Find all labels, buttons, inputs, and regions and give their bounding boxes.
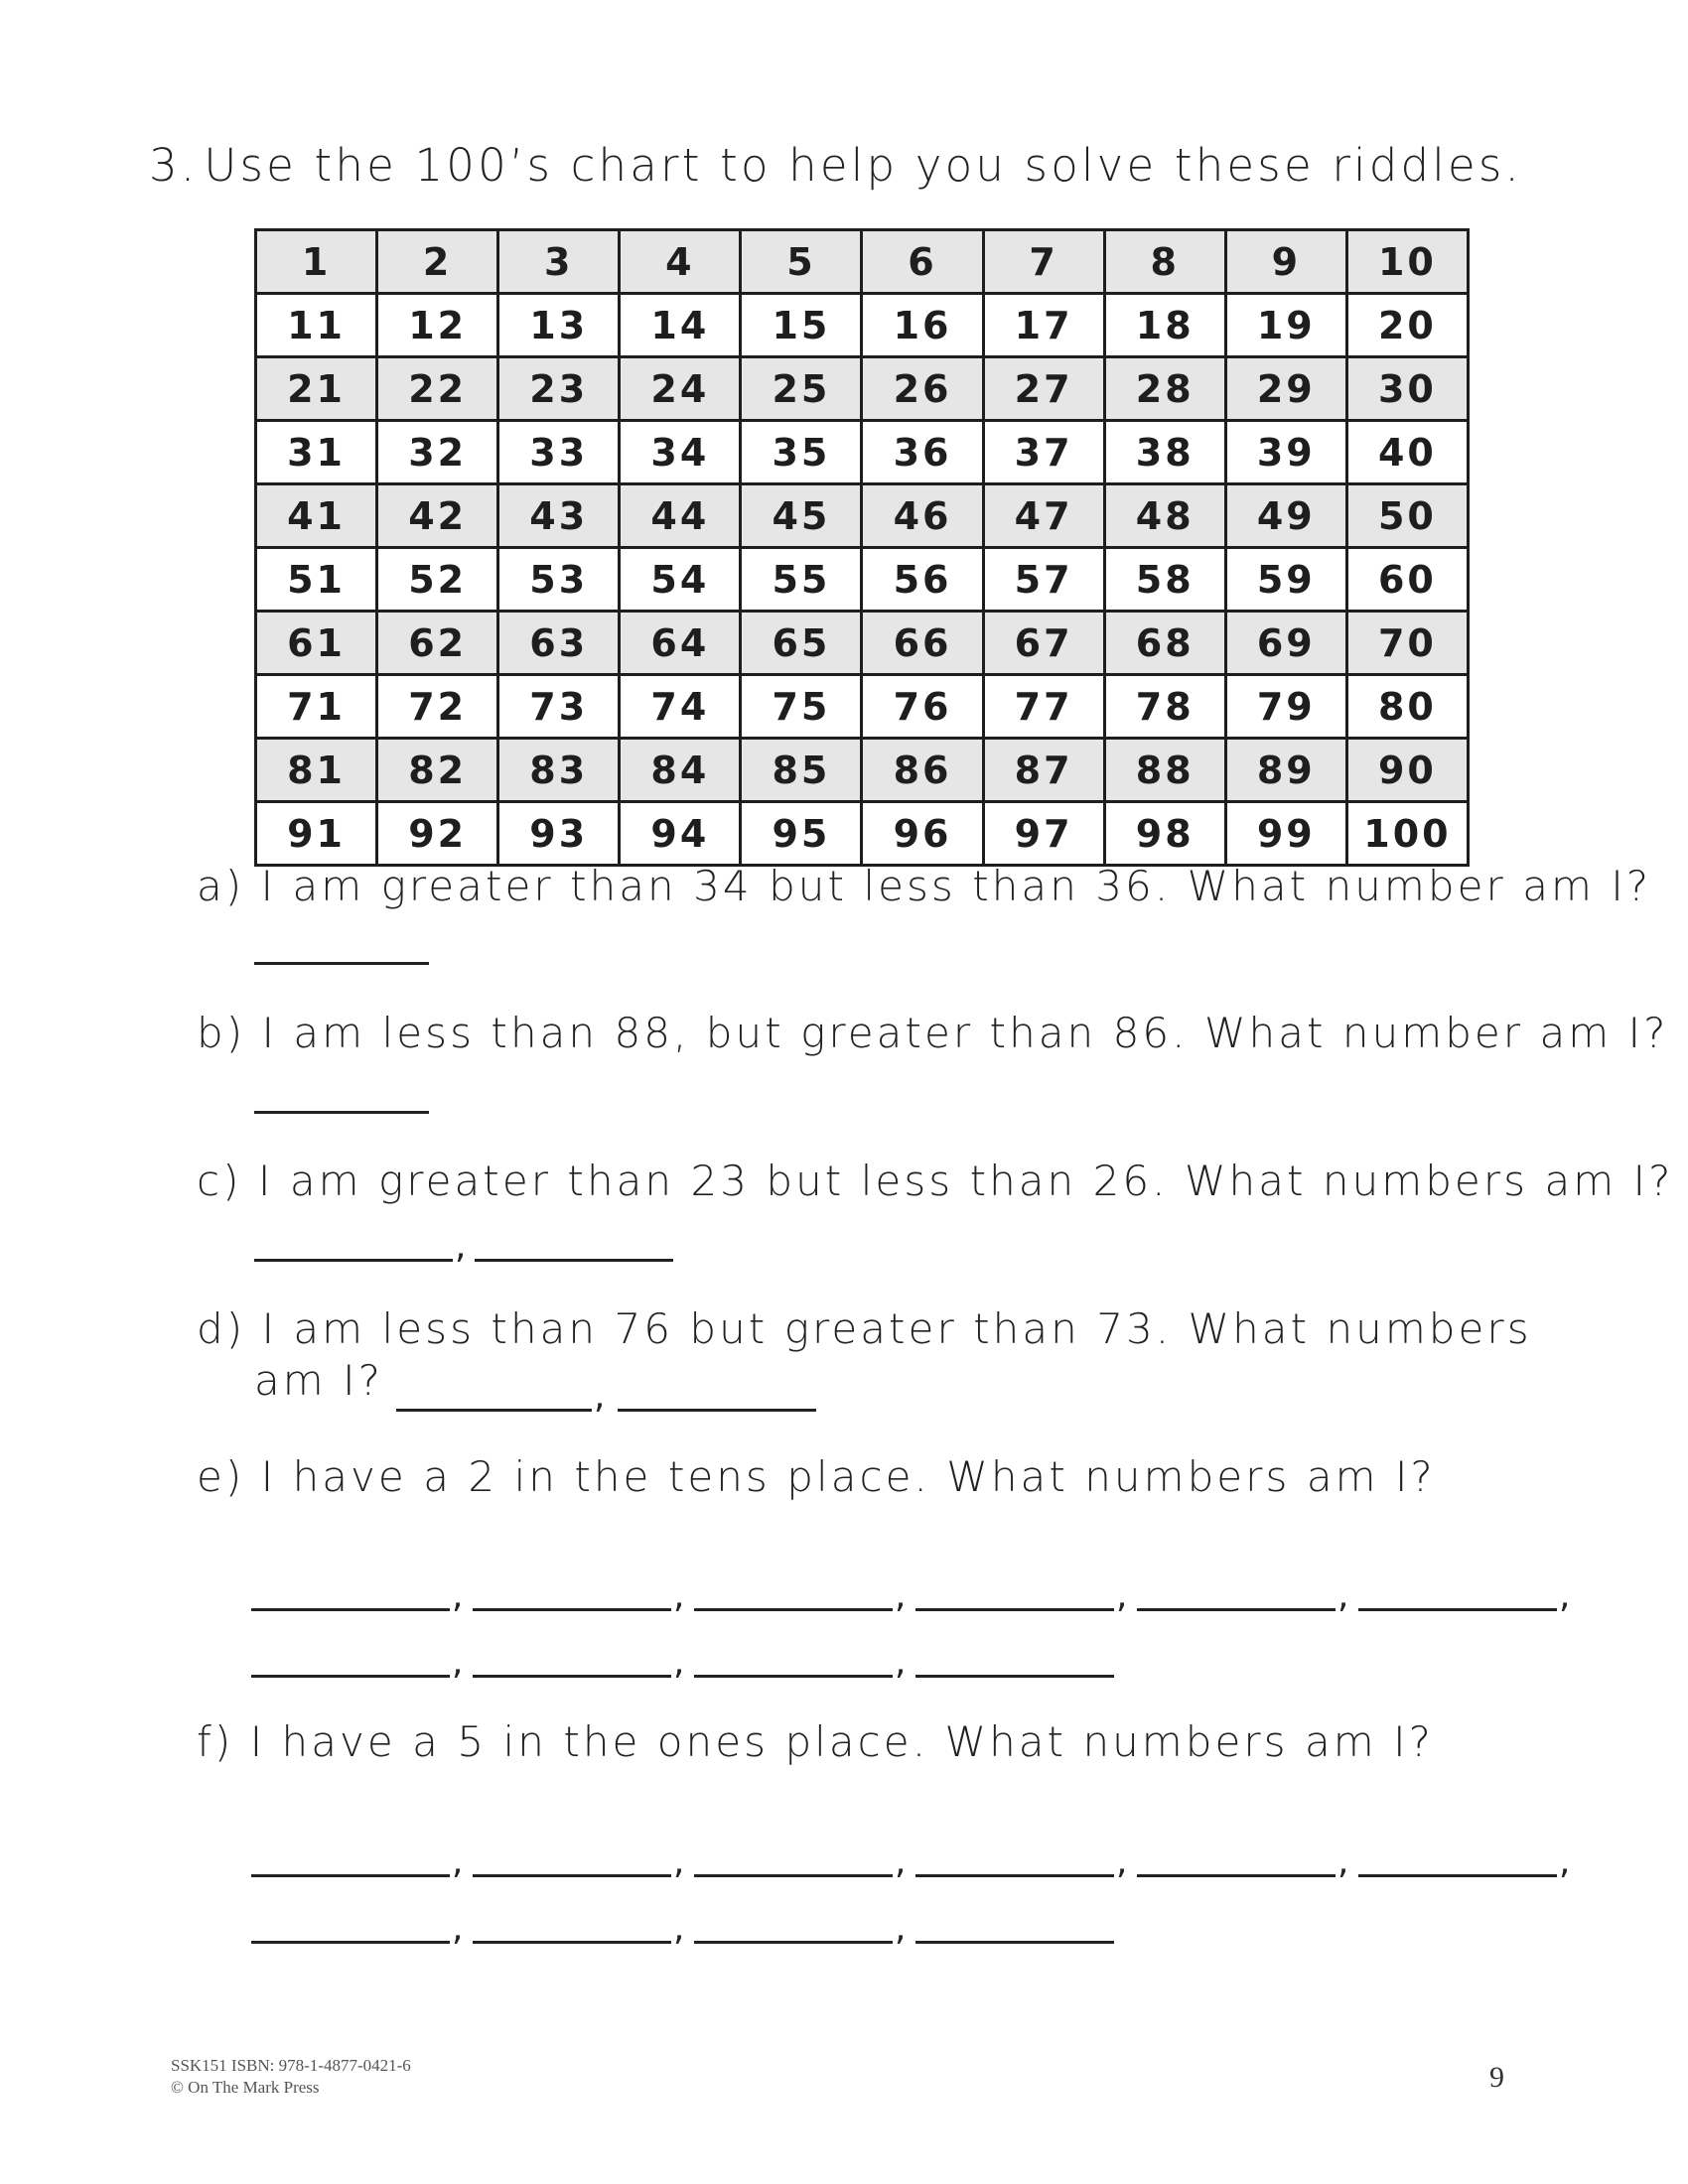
chart-cell: 25 [741,357,862,421]
chart-cell: 96 [862,802,983,866]
answer-blank[interactable] [251,1675,450,1678]
riddle-b [197,1009,1668,1057]
chart-row [256,612,1469,675]
chart-cell: 89 [1225,739,1346,802]
chart-cell: 40 [1346,421,1468,484]
answer-blank[interactable] [251,1608,450,1611]
answer-blank[interactable] [915,1608,1114,1611]
chart-cell: 7 [983,230,1104,294]
chart-cell: 100 [1346,802,1468,866]
answer-blank[interactable] [254,1259,453,1262]
chart-cell: 77 [983,675,1104,739]
chart-cell: 28 [1104,357,1225,421]
comma-separator: , [594,1376,606,1417]
chart-cell: 90 [1346,739,1468,802]
answer-blank[interactable] [396,1409,592,1412]
chart-cell: 22 [377,357,498,421]
chart-cell: 65 [741,612,862,675]
chart-row [256,675,1469,739]
riddle-text: I am greater than 23 but less than 26. What numbers am I? [257,1157,1674,1205]
chart-cell: 13 [498,294,620,357]
answer-blank[interactable] [618,1409,816,1412]
question-number: 3. [149,139,199,192]
riddle-e [197,1452,1436,1501]
chart-cell: 56 [862,548,983,612]
footer-isbn: SSK151 ISBN: 978-1-4877-0421-6 [171,2056,411,2075]
chart-cell: 69 [1225,612,1346,675]
chart-cell: 45 [741,484,862,548]
chart-row [256,294,1469,357]
answer-blank[interactable] [254,1111,429,1114]
chart-cell: 84 [620,739,741,802]
comma-separator: , [895,1908,907,1949]
comma-separator: , [1116,1575,1128,1616]
chart-cell: 61 [256,612,377,675]
chart-cell: 74 [620,675,741,739]
riddle-label: e) [197,1452,245,1501]
chart-row [256,484,1469,548]
chart-cell: 98 [1104,802,1225,866]
riddle-d-line2 [254,1356,383,1405]
chart-cell: 62 [377,612,498,675]
answer-blank[interactable] [251,1874,450,1877]
chart-cell: 93 [498,802,620,866]
chart-cell: 16 [862,294,983,357]
chart-cell: 5 [741,230,862,294]
chart-row [256,230,1469,294]
answer-blank[interactable] [694,1874,893,1877]
chart-cell: 47 [983,484,1104,548]
chart-cell: 68 [1104,612,1225,675]
chart-cell: 54 [620,548,741,612]
answer-blank[interactable] [694,1941,893,1944]
page-number: 9 [1489,2061,1504,2094]
footer-copyright: © On The Mark Press [171,2078,320,2097]
riddle-text: I have a 5 in the ones place. What numbers am I? [249,1717,1434,1766]
answer-blank[interactable] [1137,1874,1336,1877]
chart-cell: 42 [377,484,498,548]
chart-cell: 81 [256,739,377,802]
chart-cell: 6 [862,230,983,294]
chart-cell: 37 [983,421,1104,484]
riddle-label: a) [197,862,245,910]
chart-cell: 73 [498,675,620,739]
chart-cell: 23 [498,357,620,421]
chart-cell: 58 [1104,548,1225,612]
chart-cell: 36 [862,421,983,484]
comma-separator: , [452,1575,464,1616]
comma-separator: , [673,1908,685,1949]
chart-cell: 27 [983,357,1104,421]
chart-cell: 43 [498,484,620,548]
riddle-text: I have a 2 in the tens place. What numbers am I? [260,1452,1436,1501]
question-text: Use the 100’s chart to help you solve these riddles. [204,139,1522,192]
riddle-label: d) [197,1304,246,1353]
chart-cell: 11 [256,294,377,357]
answer-blank[interactable] [473,1675,671,1678]
answer-blank[interactable] [473,1941,671,1944]
riddle-label: c) [197,1157,242,1205]
answer-blank[interactable] [1358,1874,1557,1877]
chart-cell: 34 [620,421,741,484]
riddle-text-line2: am I? [254,1356,383,1405]
chart-cell: 18 [1104,294,1225,357]
chart-cell: 70 [1346,612,1468,675]
chart-row [256,802,1469,866]
chart-cell: 99 [1225,802,1346,866]
answer-blank[interactable] [1137,1608,1336,1611]
comma-separator: , [1337,1842,1349,1882]
chart-cell: 21 [256,357,377,421]
chart-cell: 57 [983,548,1104,612]
footer-info [171,2055,411,2099]
chart-cell: 60 [1346,548,1468,612]
comma-separator: , [895,1575,907,1616]
chart-cell: 53 [498,548,620,612]
question-heading [149,139,1522,192]
chart-cell: 15 [741,294,862,357]
chart-cell: 17 [983,294,1104,357]
riddle-label: f) [197,1717,234,1766]
answer-blank[interactable] [1358,1608,1557,1611]
chart-cell: 50 [1346,484,1468,548]
riddle-d [197,1304,1532,1353]
comma-separator: , [1559,1842,1571,1882]
chart-cell: 2 [377,230,498,294]
chart-cell: 79 [1225,675,1346,739]
chart-cell: 97 [983,802,1104,866]
riddle-text: I am less than 76 but greater than 73. What numbers [261,1304,1532,1353]
chart-cell: 67 [983,612,1104,675]
chart-cell: 44 [620,484,741,548]
answer-blank[interactable] [915,1675,1114,1678]
comma-separator: , [1116,1842,1128,1882]
comma-separator: , [895,1642,907,1683]
riddle-text: I am less than 88, but greater than 86. What number am I? [261,1009,1669,1057]
chart-cell: 10 [1346,230,1468,294]
comma-separator: , [895,1842,907,1882]
hundreds-chart [254,228,1470,867]
chart-cell: 52 [377,548,498,612]
answer-blank[interactable] [694,1608,893,1611]
chart-cell: 86 [862,739,983,802]
comma-separator: , [673,1842,685,1882]
chart-cell: 32 [377,421,498,484]
chart-cell: 49 [1225,484,1346,548]
chart-cell: 95 [741,802,862,866]
comma-separator: , [1559,1575,1571,1616]
chart-cell: 14 [620,294,741,357]
chart-cell: 20 [1346,294,1468,357]
answer-blank[interactable] [475,1259,673,1262]
chart-cell: 29 [1225,357,1346,421]
chart-cell: 80 [1346,675,1468,739]
chart-cell: 83 [498,739,620,802]
chart-row [256,357,1469,421]
chart-cell: 24 [620,357,741,421]
chart-cell: 30 [1346,357,1468,421]
chart-cell: 8 [1104,230,1225,294]
chart-cell: 94 [620,802,741,866]
comma-separator: , [452,1908,464,1949]
answer-blank[interactable] [251,1941,450,1944]
chart-cell: 55 [741,548,862,612]
chart-cell: 46 [862,484,983,548]
chart-cell: 1 [256,230,377,294]
answer-blank[interactable] [915,1941,1114,1944]
answer-blank[interactable] [473,1874,671,1877]
chart-cell: 64 [620,612,741,675]
chart-cell: 72 [377,675,498,739]
chart-cell: 71 [256,675,377,739]
chart-cell: 9 [1225,230,1346,294]
riddle-label: b) [197,1009,246,1057]
chart-cell: 19 [1225,294,1346,357]
chart-cell: 39 [1225,421,1346,484]
comma-separator: , [673,1642,685,1683]
chart-cell: 75 [741,675,862,739]
chart-cell: 41 [256,484,377,548]
chart-cell: 63 [498,612,620,675]
riddle-a [197,862,1651,910]
chart-cell: 85 [741,739,862,802]
comma-separator: , [1337,1575,1349,1616]
comma-separator: , [452,1642,464,1683]
riddle-f [197,1717,1434,1766]
chart-cell: 82 [377,739,498,802]
riddle-text: I am greater than 34 but less than 36. What number am I? [260,862,1652,910]
comma-separator: , [673,1575,685,1616]
chart-cell: 33 [498,421,620,484]
answer-blank[interactable] [254,962,429,965]
answer-blank[interactable] [694,1675,893,1678]
chart-cell: 91 [256,802,377,866]
chart-cell: 92 [377,802,498,866]
answer-blank[interactable] [473,1608,671,1611]
chart-cell: 78 [1104,675,1225,739]
answer-blank[interactable] [915,1874,1114,1877]
chart-cell: 26 [862,357,983,421]
chart-cell: 4 [620,230,741,294]
chart-cell: 76 [862,675,983,739]
chart-cell: 38 [1104,421,1225,484]
riddle-c [197,1157,1673,1205]
comma-separator: , [455,1226,467,1267]
chart-row [256,421,1469,484]
chart-cell: 3 [498,230,620,294]
chart-cell: 87 [983,739,1104,802]
chart-cell: 31 [256,421,377,484]
chart-cell: 51 [256,548,377,612]
chart-cell: 35 [741,421,862,484]
chart-cell: 66 [862,612,983,675]
chart-cell: 88 [1104,739,1225,802]
chart-cell: 48 [1104,484,1225,548]
chart-row [256,548,1469,612]
chart-cell: 59 [1225,548,1346,612]
chart-row [256,739,1469,802]
comma-separator: , [452,1842,464,1882]
chart-cell: 12 [377,294,498,357]
